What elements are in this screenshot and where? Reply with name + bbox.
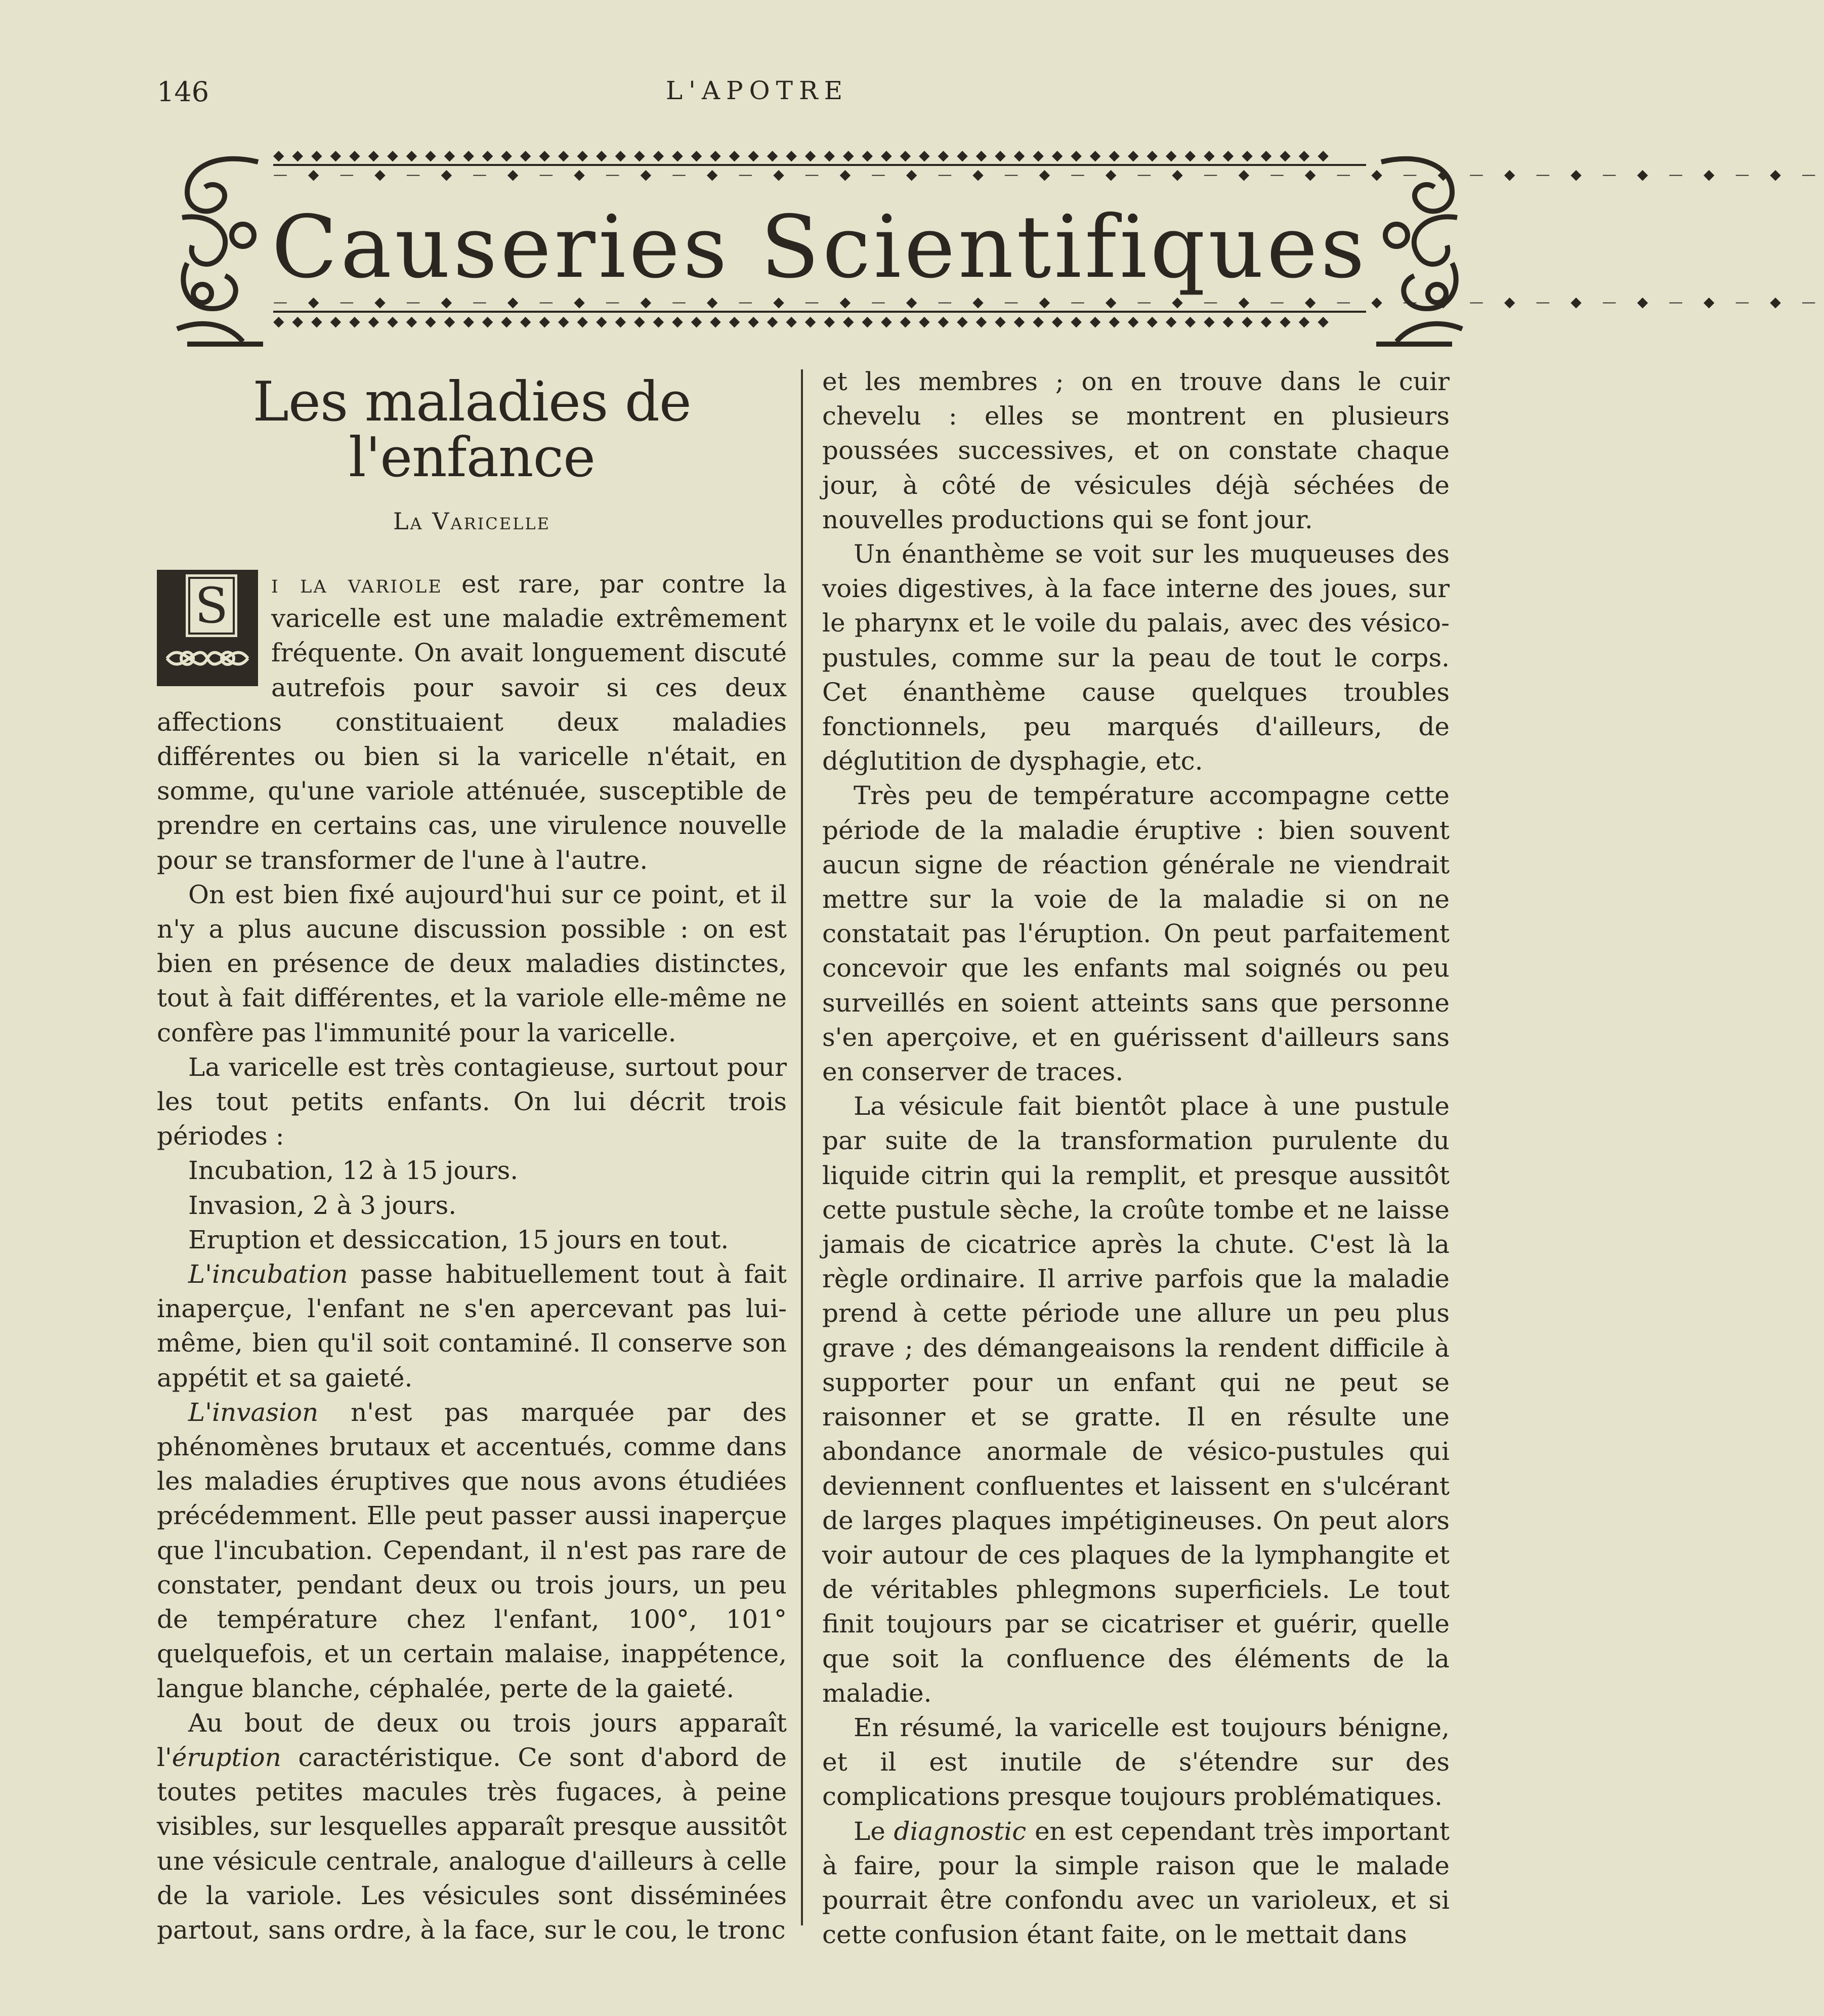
banner-title: Causeries Scientifiques [271, 197, 1368, 298]
paragraph: On est bien fixé aujourd'hui sur ce point, et il n'y a plus aucune discussion possible : on est bien en présence de deux maladies distinctes, tout à fait différentes, et la variole elle-même ne confère pas l'immunité pour la varicelle. [157, 879, 787, 1047]
period-item: Eruption et dessiccation, 15 jours en tout. [188, 1225, 729, 1254]
right-column [822, 364, 1450, 1952]
paragraph [157, 567, 787, 877]
diamond-chain-icon: — ◆ — ◆ — ◆ — ◆ — ◆ — ◆ — ◆ — ◆ — ◆ — ◆ — ◆ — ◆ — ◆ — ◆ — ◆ — ◆ — ◆ — ◆ — ◆ — ◆ — ◆ — ◆ — ◆ — [273, 166, 1824, 183]
diamond-chain-icon: ◆◆◆◆◆◆◆◆◆◆◆◆◆◆◆◆◆◆◆◆◆◆◆◆◆◆◆◆◆◆◆◆◆◆◆◆◆◆◆◆◆◆◆◆◆◆◆◆◆◆◆◆◆◆◆◆ [273, 313, 1337, 329]
paragraph-text: en est cependant très important à faire, pour la simple raison que le malade pourrait être confondu avec un varioleux, et si cette confusion étant faite, on le mettait dans [822, 1816, 1450, 1950]
emphasis: diagnostic [894, 1816, 1027, 1846]
emphasis: éruption [172, 1742, 281, 1772]
lead-in-text: i la variole [271, 569, 443, 599]
banner-top-rule [273, 147, 1824, 183]
paragraph: La vésicule fait bientôt place à une pustule par suite de la transformation purulente du liquide citrin qui la remplit, et presque aussitôt cette pustule sèche, la croûte tombe et ne laisse jamais de cicatrice après la chute. C'est là la règle ordinaire. Il arrive parfois que la maladie prend à cette période une allure un peu plus grave ; des démangeaisons la rendent difficile à supporter pour un enfant qui ne peut se raisonner et se gratte. Il en résulte une abondance anormale de vésico-pustules qui deviennent confluentes et laissent en s'ulcérant de larges plaques impétigineuses. On peut alors voir autour de ces plaques de la lymphangite et de véritables phlegmons superficiels. Le tout finit toujours par se cicatriser et guérir, quelle que soit la confluence des éléments de la maladie. [822, 1091, 1450, 1708]
period-item: Invasion, 2 à 3 jours. [188, 1190, 457, 1220]
diamond-chain-icon: ◆◆◆◆◆◆◆◆◆◆◆◆◆◆◆◆◆◆◆◆◆◆◆◆◆◆◆◆◆◆◆◆◆◆◆◆◆◆◆◆◆◆◆◆◆◆◆◆◆◆◆◆◆◆◆◆ [273, 147, 1337, 163]
paragraph-text: Au bout de deux ou trois jours apparaît l' [157, 1708, 787, 1772]
section-banner [162, 142, 1824, 354]
period-item: Incubation, 12 à 15 jours. [188, 1156, 519, 1186]
emphasis: L'incubation [188, 1259, 348, 1289]
page-number: 146 [157, 76, 209, 108]
paragraph-text: n'est pas marquée par des phénomènes brutaux et accentués, comme dans les maladies éruptives que nous avons étudiées précédemment. Elle peut passer aussi inaperçue que l'incubation. Cependant, il n'est pas rare de constater, pendant deux ou trois jours, un peu de température chez l'enfant, 100°, 101° quelquefois, et un certain malaise, inappétence, langue blanche, céphalée, perte de la gaieté. [157, 1397, 787, 1703]
paragraph-text: Le [854, 1816, 894, 1846]
dropcap-letter: S [195, 577, 228, 634]
dropcap-ornament [157, 570, 258, 686]
paragraph [157, 1706, 787, 1947]
paragraph: Très peu de température accompagne cette période de la maladie éruptive : bien souvent aucun signe de réaction générale ne viendrait mettre sur la voie de la maladie si on ne constatait pas l'éruption. On peut parfaitement concevoir que les enfants mal soignés ou peu surveillés en soient atteints sans que personne s'en aperçoive, et en guérissent d'ailleurs sans en conserver de traces. [822, 781, 1450, 1087]
paragraph: La varicelle est très contagieuse, surtout pour les tout petits enfants. On lui décrit trois périodes : [157, 1052, 787, 1151]
paragraph [157, 1395, 787, 1706]
paragraph: Un énanthème se voit sur les muqueuses des voies digestives, à la face interne des joues, sur le pharynx et le voile du palais, avec des vésico-pustules, comme sur la peau de tout le corps. Cet énanthème cause quelques troubles fonctionnels, peu marqués d'ailleurs, de déglutition de dysphagie, etc. [822, 539, 1450, 776]
left-column [157, 364, 787, 1947]
paragraph [822, 1814, 1450, 1952]
article-subtitle: La Varicelle [393, 508, 551, 535]
paragraph [157, 1257, 787, 1395]
paragraph-text: passe habituellement tout à fait inaperçue, l'enfant ne s'en apercevant pas lui-même, bien qu'il soit contaminé. Il conserve son appétit et sa gaieté. [157, 1259, 787, 1393]
running-header [0, 76, 1514, 111]
knotwork-icon [162, 636, 253, 681]
diamond-chain-icon: — ◆ — ◆ — ◆ — ◆ — ◆ — ◆ — ◆ — ◆ — ◆ — ◆ — ◆ — ◆ — ◆ — ◆ — ◆ — ◆ — ◆ — ◆ — ◆ — ◆ — ◆ — ◆ — ◆ — [273, 293, 1824, 310]
banner-bottom-rule [273, 293, 1824, 330]
column-divider [801, 369, 803, 1925]
paragraph: et les membres ; on en trouve dans le cuir chevelu : elles se montrent en plusieurs poussées successives, et on constate chaque jour, à côté de vésicules déjà séchées de nouvelles productions qui se font jour. [822, 367, 1450, 534]
article-title: Les maladies de l'enfance [252, 370, 691, 489]
paragraph-text: est rare, par contre la varicelle est une maladie extrêmement fréquente. On avait longuement discuté autrefois pour savoir si ces deux affections constituaient deux maladies différentes ou bien si la varicelle n'était, en somme, qu'une variole atténuée, susceptible de prendre en certains cas, une virulence nouvelle pour se transformer de l'une à l'autre. [157, 569, 787, 875]
paragraph: En résumé, la varicelle est toujours bénigne, et il est inutile de s'étendre sur des complications presque toujours problématiques. [822, 1712, 1450, 1812]
emphasis: L'invasion [188, 1397, 319, 1427]
paragraph-text: caractéristique. Ce sont d'abord de toutes petites macules très fugaces, à peine visibles, sur lesquelles apparaît presque aussitôt une vésicule centrale, analogue d'ailleurs à celle de la variole. Les vésicules sont disséminées partout, sans ordre, à la face, sur le cou, le tronc [157, 1742, 787, 1945]
journal-title: L'APOTRE [665, 76, 849, 105]
